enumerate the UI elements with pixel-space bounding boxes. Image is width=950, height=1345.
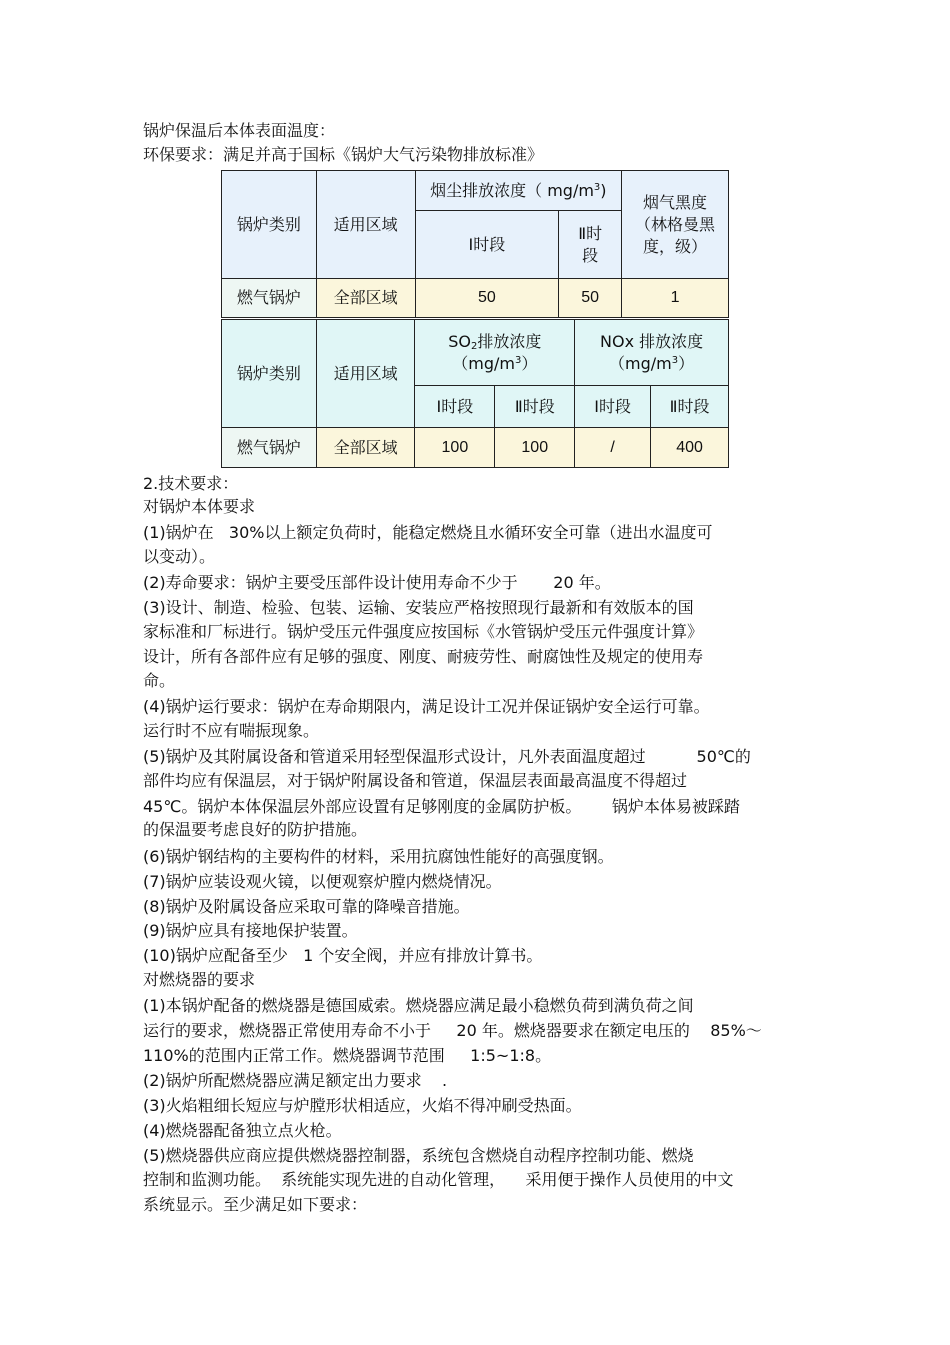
paragraph-line: 系统显示。至少满足如下要求： [143,1195,368,1214]
paragraph-line: 以变动）。 [143,547,216,566]
subsection-heading: 对锅炉本体要求 [143,497,256,516]
header-nox-concentration: NOx 排放浓度 $(mg/m^3)$ [575,320,729,386]
paragraph-line: (9)锅炉应具有接地保护装置。 [143,921,358,940]
intro-line-2: 环保要求：满足并高于国标《锅炉大气污染物排放标准》 [143,145,544,164]
intro-line-1: 锅炉保温后本体表面温度： [143,121,336,140]
paragraph-line: (3)设计、制造、检验、包装、运输、安装应严格按照现行最新和有效版本的国 [143,598,694,617]
paragraph-line: (1)锅炉在 30%以上额定负荷时，能稳定燃烧且水循环安全可靠（进出水温度可 [143,523,713,542]
paragraph-line: 设计，所有各部件应有足够的强度、刚度、耐疲劳性、耐腐蚀性及规定的使用寿 [143,647,704,666]
header-period-1: Ⅰ时段 [415,211,559,279]
paragraph-line: (2)锅炉所配燃烧器应满足额定出力要求 . [143,1071,448,1090]
header-so2-period-1: Ⅰ时段 [415,386,495,428]
emission-table-dust [221,170,729,318]
cell-so2-period-1: 100 [415,428,495,468]
cell-boiler-category: 燃气锅炉 [222,428,317,468]
header-dust-concentration: 烟尘排放浓度（ $mg/m^3$) [415,171,622,211]
cell-region: 全部区域 [316,428,415,468]
paragraph-line: 45℃。锅炉本体保温层外部应设置有足够刚度的金属防护板。 锅炉本体易被踩踏 [143,797,740,816]
header-boiler-category: 锅炉类别 [222,171,317,279]
paragraph-line: (3)火焰粗细长短应与炉膛形状相适应，火焰不得冲刷受热面。 [143,1096,582,1115]
cell-dust-period-1: 50 [415,279,559,318]
header-boiler-category: 锅炉类别 [222,320,317,428]
paragraph-line: 部件均应有保温层，对于锅炉附属设备和管道，保温层表面最高温度不得超过 [143,771,688,790]
header-period-2: Ⅱ时段 [559,211,622,279]
paragraph-line: 运行的要求，燃烧器正常使用寿命不小于 20 年。燃烧器要求在额定电压的 85%～ [143,1021,762,1040]
paragraph-line: (4)燃烧器配备独立点火枪。 [143,1121,342,1140]
header-region: 适用区域 [316,171,415,279]
cell-boiler-category: 燃气锅炉 [222,279,317,318]
header-smoke-blackness: 烟气黑度（林格曼黑度，级） [622,171,729,279]
paragraph-line: (8)锅炉及附属设备应采取可靠的降噪音措施。 [143,897,470,916]
paragraph-line: (2)寿命要求：锅炉主要受压部件设计使用寿命不少于 20 年。 [143,573,611,592]
paragraph-line: 家标准和厂标进行。锅炉受压元件强度应按国标《水管锅炉受压元件强度计算》 [143,622,704,641]
header-so2-concentration: $SO_2$排放浓度 $(mg/m^3)$ [415,320,575,386]
paragraph-line: (6)锅炉钢结构的主要构件的材料，采用抗腐蚀性能好的高强度钢。 [143,847,614,866]
paragraph-line: (1)本锅炉配备的燃烧器是德国威索。燃烧器应满足最小稳燃负荷到满负荷之间 [143,996,694,1015]
cell-blackness: 1 [622,279,729,318]
cell-nox-period-2: 400 [651,428,729,468]
header-nox-period-2: Ⅱ时段 [651,386,729,428]
paragraph-line: 运行时不应有喘振现象。 [143,721,320,740]
paragraph-line: (7)锅炉应装设观火镜，以便观察炉膛内燃烧情况。 [143,872,502,891]
subsection-heading: 对燃烧器的要求 [143,970,256,989]
paragraph-line: (5)燃烧器供应商应提供燃烧器控制器，系统包含燃烧自动程序控制功能、燃烧 [143,1146,694,1165]
header-nox-period-1: Ⅰ时段 [575,386,651,428]
cell-dust-period-2: 50 [559,279,622,318]
paragraph-line: 110%的范围内正常工作。燃烧器调节范围 1:5~1:8。 [143,1046,552,1065]
paragraph-line: (4)锅炉运行要求：锅炉在寿命期限内，满足设计工况并保证锅炉安全运行可靠。 [143,697,710,716]
header-region: 适用区域 [316,320,415,428]
cell-region: 全部区域 [316,279,415,318]
cell-nox-period-1: / [575,428,651,468]
paragraph-line: (5)锅炉及其附属设备和管道采用轻型保温形式设计，凡外表面温度超过 50℃的 [143,747,751,766]
emission-table-so2-nox [221,319,729,468]
header-so2-period-2: Ⅱ时段 [495,386,575,428]
paragraph-line: 的保温要考虑良好的防护措施。 [143,820,368,839]
paragraph-line: 命。 [143,671,176,690]
cell-so2-period-2: 100 [495,428,575,468]
paragraph-line: 控制和监测功能。 系统能实现先进的自动化管理， 采用便于操作人员使用的中文 [143,1170,734,1189]
paragraph-line: (10)锅炉应配备至少 1 个安全阀，并应有排放计算书。 [143,946,543,965]
section-heading: 2.技术要求： [143,474,239,493]
